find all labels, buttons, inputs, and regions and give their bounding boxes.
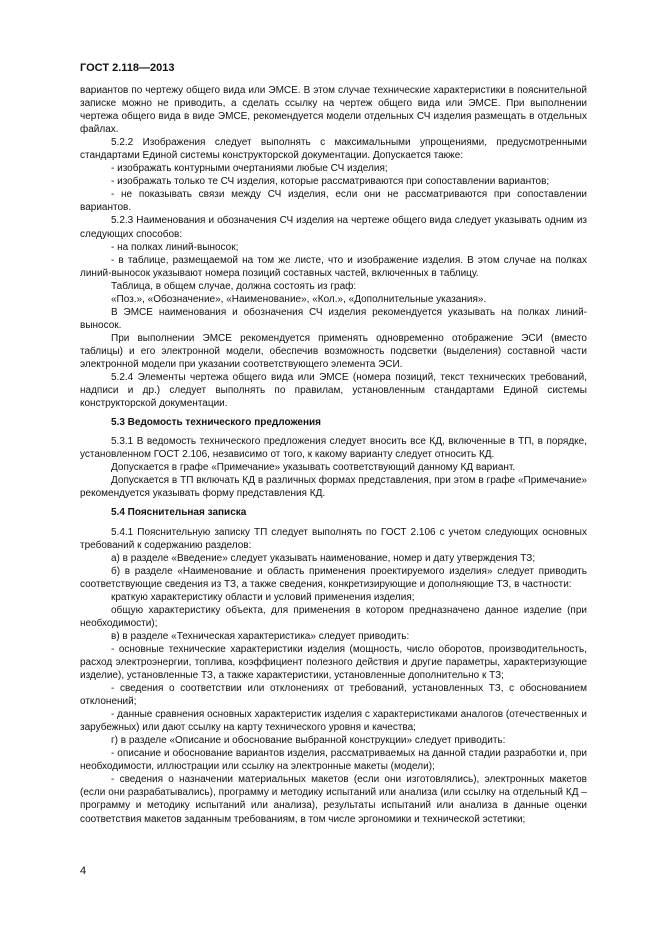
section-heading: 5.3 Ведомость технического предложения [111, 417, 321, 429]
paragraph: - основные технические характеристики изделия (мощность, число оборотов, производительность, расход электроэнергии, топлива, коэффициент полезного действия и другие параметры, характеризующие изделие), установленные ТЗ, а также характеристики, установленные дополнительно к ТЗ; [80, 643, 587, 682]
paragraph: - данные сравнения основных характеристик изделия с характеристиками аналогов (отечественных и зарубежных) или дают ссылку на карту технического уровня и качества; [80, 709, 587, 734]
paragraph: 5.3.1 В ведомость технического предложения следует вносить все КД, включенные в ТП, в порядке, установленном ГОСТ 2.106, независимо от того, к какому варианту следует относить КД. [80, 436, 587, 461]
paragraph: - на полках линий-выносок; [111, 241, 239, 253]
paragraph: б) в разделе «Наименование и область применения проектируемого изделия» следует приводить соответствующие сведения из ТЗ, а также сведения, конкретизирующие и дополняющие ТЗ, в частности: [80, 565, 587, 590]
paragraph: общую характеристику объекта, для применения в котором предназначено данное изделие (при необходимости); [80, 604, 587, 629]
paragraph: - сведения о соответствии или отклонениях от требований, установленных ТЗ, с обоснованием отклонений; [80, 683, 587, 708]
paragraph: 5.2.3 Наименования и обозначения СЧ изделия на чертеже общего вида следует указывать одним из следующих способов: [80, 215, 587, 240]
page-number: 4 [80, 865, 87, 877]
paragraph: Таблица, в общем случае, должна состоять из граф: [111, 280, 357, 292]
paragraph: - сведения о назначении материальных макетов (если они изготовлялись), электронных макетов (если они разрабатывались), программу и методику испытаний или анализа (или ссылку на отдельный КД – программу и методику испытаний или анализа), результаты испытаний или анализа в данные оценки соответствия макетов заданным требованиям, в том числе эргономики и технической эстетики; [80, 774, 587, 825]
paragraph: - изображать контурными очертаниями любые СЧ изделия; [111, 163, 388, 175]
paragraph: Допускается в ТП включать КД в различных формах представления, при этом в графе «Примечание» рекомендуется указывать форму представления КД. [80, 475, 587, 500]
paragraph: в) в разделе «Техническая характеристика» следует приводить: [111, 630, 410, 642]
paragraph: При выполнении ЭМСЕ рекомендуется применять одновременно отображение ЭСИ (вместо таблицы) и его электронной модели, обеспечив возможность подсветки (выделения) составной части электронной модели при указании соответствующего элемента ЭСИ. [80, 332, 587, 370]
paragraph: - в таблице, размещаемой на том же листе, что и изображение изделия. В этом случае на полках линий-выносок указывают номера позиций составных частей, включенных в таблицу. [80, 254, 587, 279]
section-heading: 5.4 Пояснительная записка [111, 507, 247, 519]
paragraph: - описание и обоснование вариантов изделия, рассматриваемых на данной стадии разработки и, при необходимости, иллюстрации или ссылку на электронные макеты (модели); [80, 748, 587, 773]
paragraph: г) в разделе «Описание и обоснование выбранной конструкции» следует приводить: [111, 735, 506, 747]
paragraph: В ЭМСЕ наименования и обозначения СЧ изделия рекомендуется указывать на полках линий-выносок. [80, 306, 587, 331]
document-body [80, 84, 587, 826]
paragraph: «Поз.», «Обозначение», «Наименование», «Кол.», «Дополнительные указания». [111, 293, 487, 305]
paragraph: Допускается в графе «Примечание» указывать соответствующий данному КД вариант. [111, 462, 516, 474]
paragraph: краткую характеристику области и условий применения изделия; [111, 591, 415, 603]
paragraph: 5.4.1 Пояснительную записку ТП следует выполнять по ГОСТ 2.106 с учетом следующих основных требований к содержанию разделов: [80, 526, 587, 551]
paragraph: 5.2.4 Элементы чертежа общего вида или ЭМСЕ (номера позиций, текст технических требований, надписи и др.) следует выполнять по правилам, установленным стандартами Единой системы конструкторской документации. [80, 372, 587, 410]
paragraph: а) в разделе «Введение» следует указывать наименование, номер и дату утверждения ТЗ; [111, 552, 536, 564]
paragraph: 5.2.2 Изображения следует выполнять с максимальными упрощениями, предусмотренными стандартами Единой системы конструкторской документации. Допускается также: [80, 137, 587, 162]
paragraph: вариантов по чертежу общего вида или ЭМСЕ. В этом случае технические характеристики в пояснительной записке можно не приводить, а сделать ссылку на чертеж общего вида или ЭМСЕ. При выполнении чертежа общего вида в виде ЭМСЕ, рекомендуется модели отдельных СЧ изделия размещать в отдельных файлах. [80, 85, 587, 136]
paragraph: - не показывать связи между СЧ изделия, если они не рассматриваются при сопоставлении вариантов. [80, 189, 587, 214]
standard-header: ГОСТ 2.118—2013 [80, 62, 175, 74]
paragraph: - изображать только те СЧ изделия, которые рассматриваются при сопоставлении вариантов; [111, 176, 550, 188]
